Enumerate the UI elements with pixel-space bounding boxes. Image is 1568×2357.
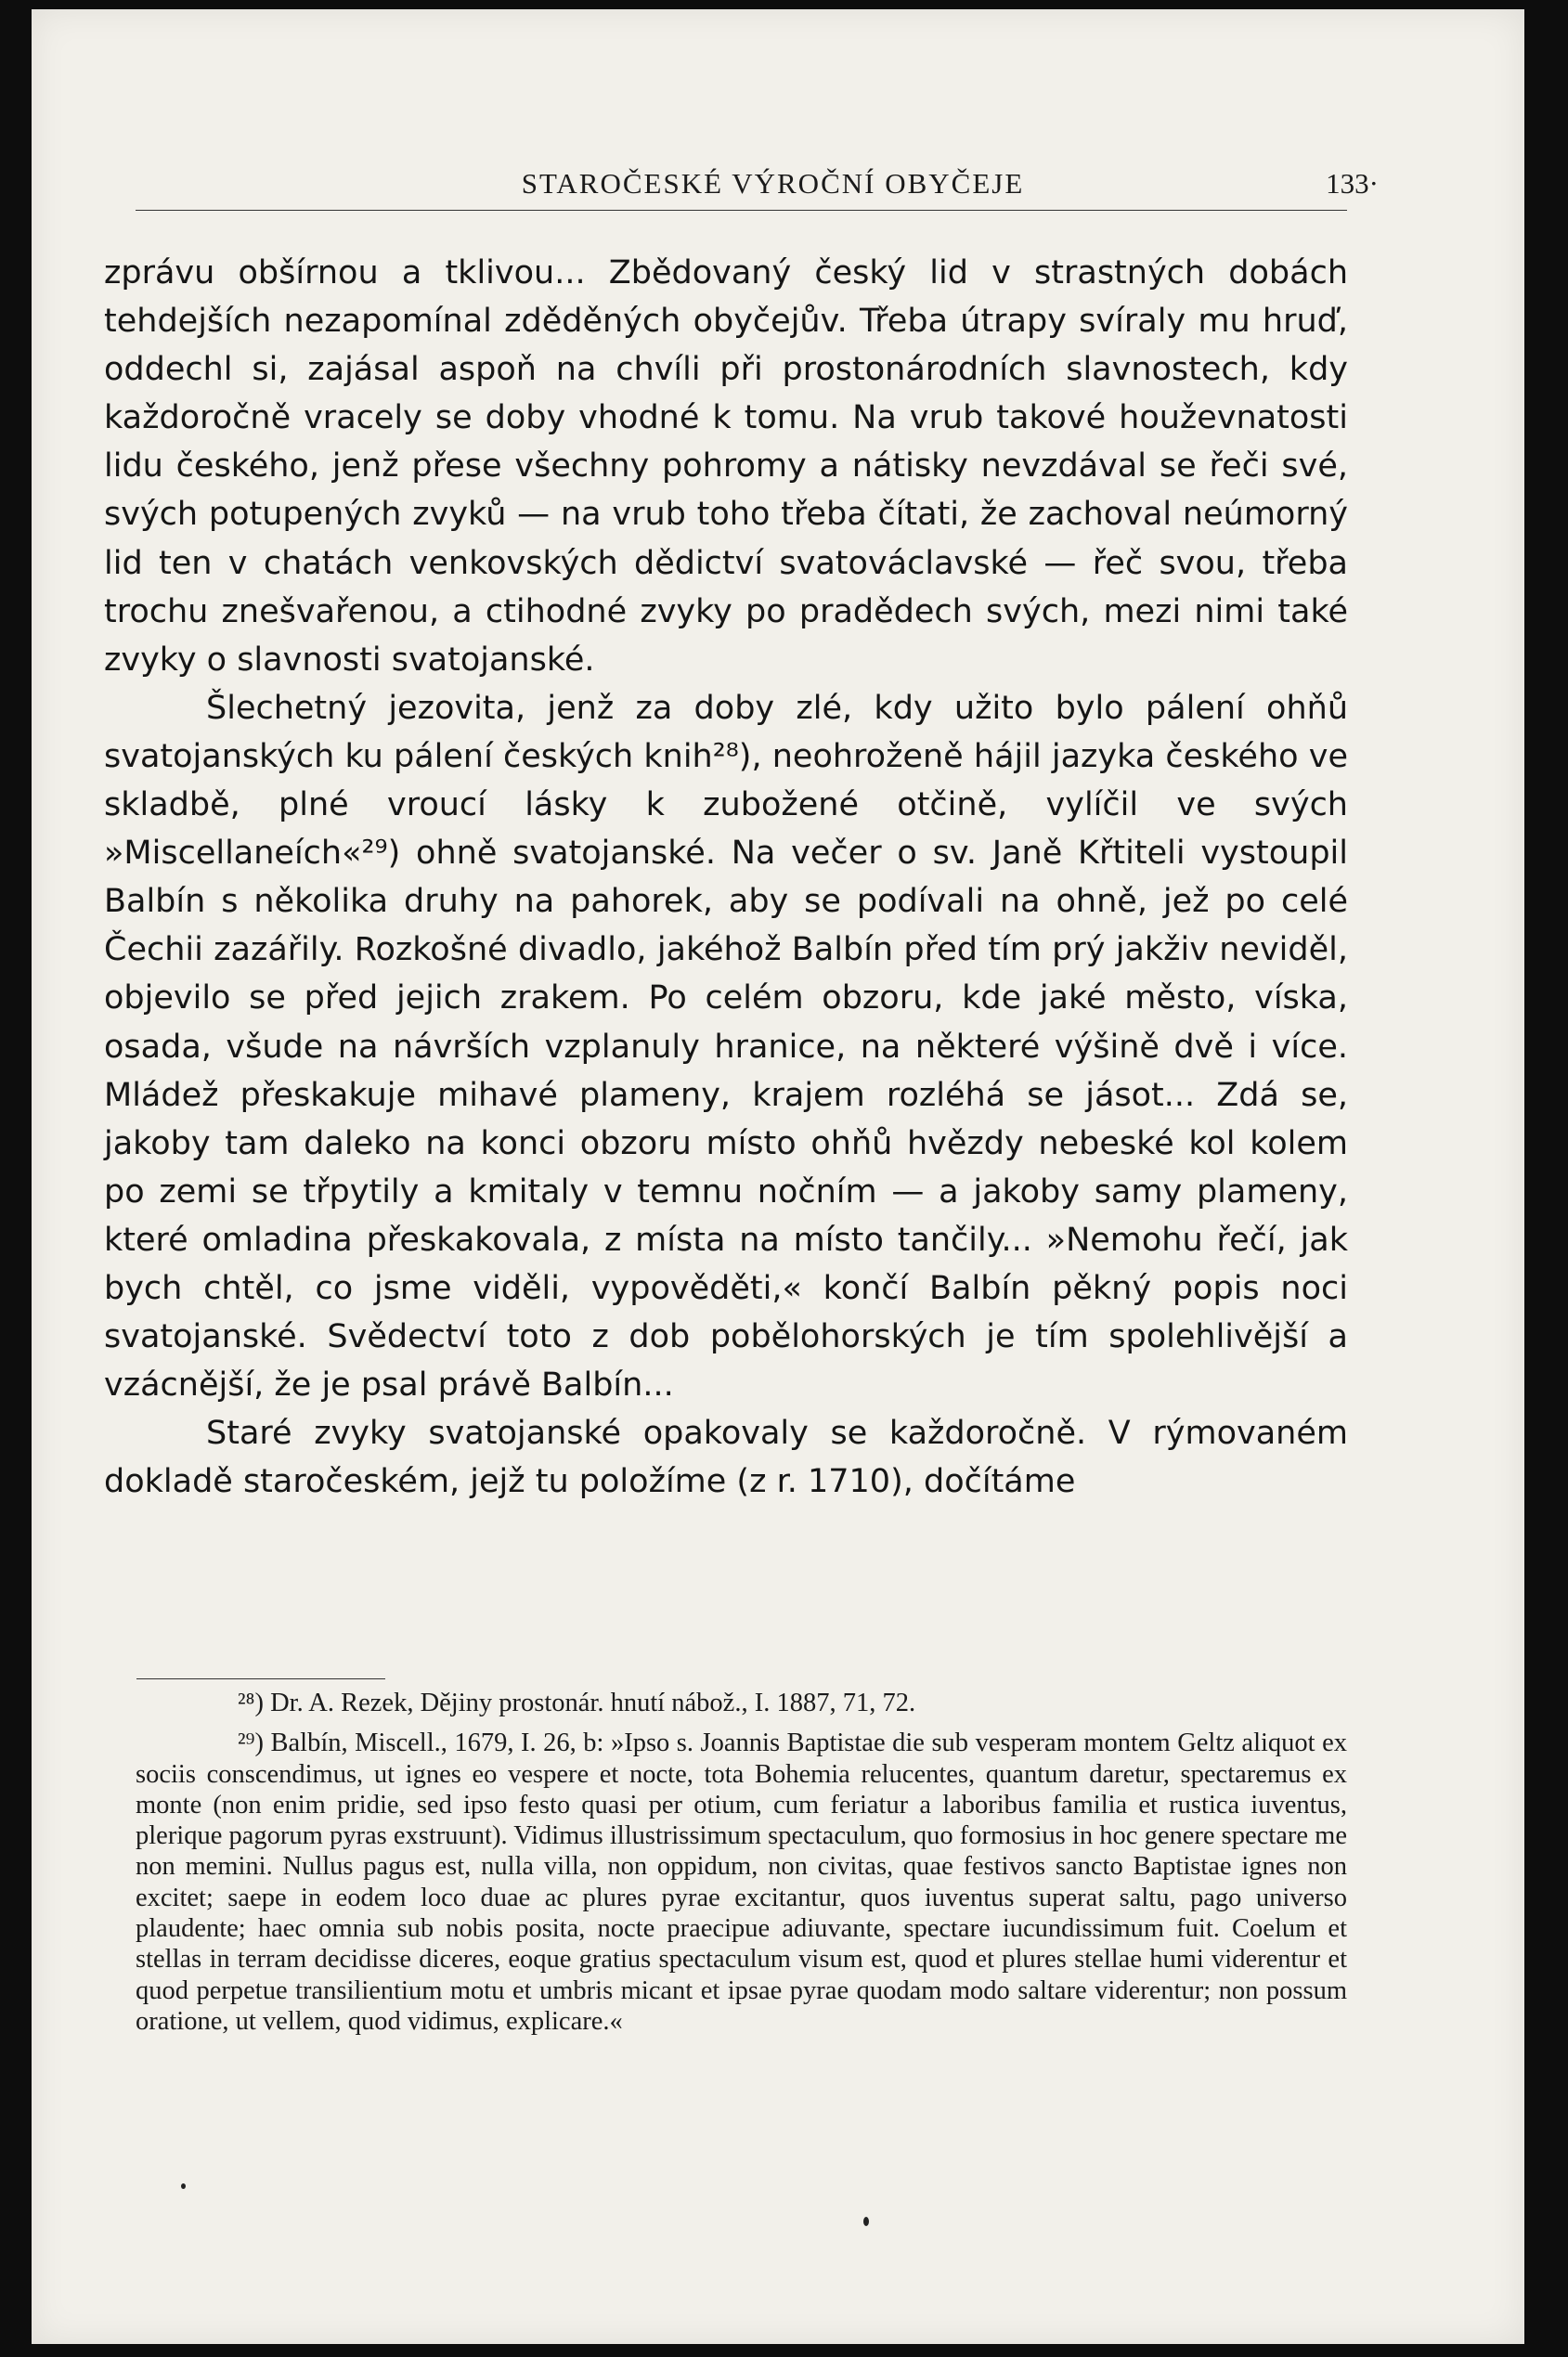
running-header (167, 167, 1379, 214)
paragraph-1: zprávu obšírnou a tklivou... Zbědovaný český lid v strastných dobách tehdejších nezapomínal zděděných obyčejův. Třeba útrapy svíraly mu hruď, oddechl si, zajásal aspoň na chvíli při prostonárodních slavnostech, kdy každoročně vracely se doby vhodné k tomu. Na vrub takové houževnatosti lidu českého, jenž přese všechny pohromy a nátisky nevzdával se řeči své, svých potupených zvyků — na vrub toho třeba čítati, že zachoval neúmorný lid ten v chatách venkovských dědictví svatováclavské — řeč svou, třeba trochu znešvařenou, a ctihodné zvyky po pradědech svých, mezi nimi také zvyky o slavnosti svatojanské. (104, 254, 1348, 679)
footnote-rule (136, 1678, 385, 1679)
print-speck (181, 2183, 186, 2189)
page-number: 133· (1326, 167, 1379, 200)
footnote-29: ²⁹) Balbín, Miscell., 1679, I. 26, b: »Ipso s. Joannis Baptistae die sub vesperam montem Geltz aliquot ex sociis conscendimus, ut ignes eo vespere et nocte, tota Bohemia relucentes, quantum daretur, spectaremus ex monte (non enim pridie, sed ipso festo quasi per otium, cum feriatur a laboribus familia et rustica iuventus, plerique pagorum pyras exstruunt). Vidimus illustrissimum spectaculum, quo formosius in hoc genere spectare me non memini. Nullus pagus est, nulla villa, non oppidum, non civitas, quae festivos sancto Baptistae ignes non excitet; saepe in eodem loco duae ac plures pyrae excitantur, quos iuventus superat saltu, pago universo plaudente; haec omnia sub nobis posita, nocte praecipue adiuvante, spectare iucundissimum fuit. Coelum et stellas in terram decidisse diceres, eoque gratius spectaculum visum est, quod et plures stellae humi viderentur et quod perpetue transilientium motu et umbris micant et ipsae pyrae quodam modo saltare viderentur; non possum oratione, ut vellem, quod vidimus, explicare.« (136, 1729, 1347, 2036)
paragraph-3: Staré zvyky svatojanské opakovaly se každoročně. V rýmovaném dokladě staročeském, jejž tu položíme (z r. 1710), dočítáme (104, 1415, 1348, 1501)
footnote-28: ²⁸) Dr. A. Rezek, Dějiny prostonár. hnutí nábož., I. 1887, 71, 72. (238, 1689, 916, 1717)
main-text (104, 249, 1348, 1506)
footnotes (136, 1688, 1347, 2037)
print-speck (863, 2217, 869, 2226)
paragraph-2: Šlechetný jezovita, jenž za doby zlé, kdy užito bylo pálení ohňů svatojanských ku pálení českých knih²⁸), neohroženě hájil jazyka českého ve skladbě, plné vroucí lásky k zubožené otčině, vylíčil ve svých »Miscellaneích«²⁹) ohně svatojanské. Na večer o sv. Janě Křtiteli vystoupil Balbín s několika druhy na pahorek, aby se podívali na ohně, jež po celé Čechii zazářily. Rozkošné divadlo, jakéhož Balbín před tím prý jakživ neviděl, objevilo se před jejich zrakem. Po celém obzoru, kde jaké město, víska, osada, všude na návrších vzplanuly hranice, na některé výšině dvě i více. Mládež přeskakuje mihavé plameny, krajem rozléhá se jásot... Zdá se, jakoby tam daleko na konci obzoru místo ohňů hvězdy nebeské kol kolem po zemi se třpytily a kmitaly v temnu nočním — a jakoby samy plameny, které omladina přeskakovala, z místa na místo tančily... »Nemohu řečí, jak bych chtěl, co jsme viděli, vypověděti,« končí Balbín pěkný popis noci svatojanské. Svědectví toto z dob pobělohorských je tím spolehlivější a vzácnější, že je psal právě Balbín... (104, 689, 1348, 1405)
header-rule (136, 210, 1347, 211)
running-title: STAROČESKÉ VÝROČNÍ OBYČEJE (521, 167, 1025, 200)
